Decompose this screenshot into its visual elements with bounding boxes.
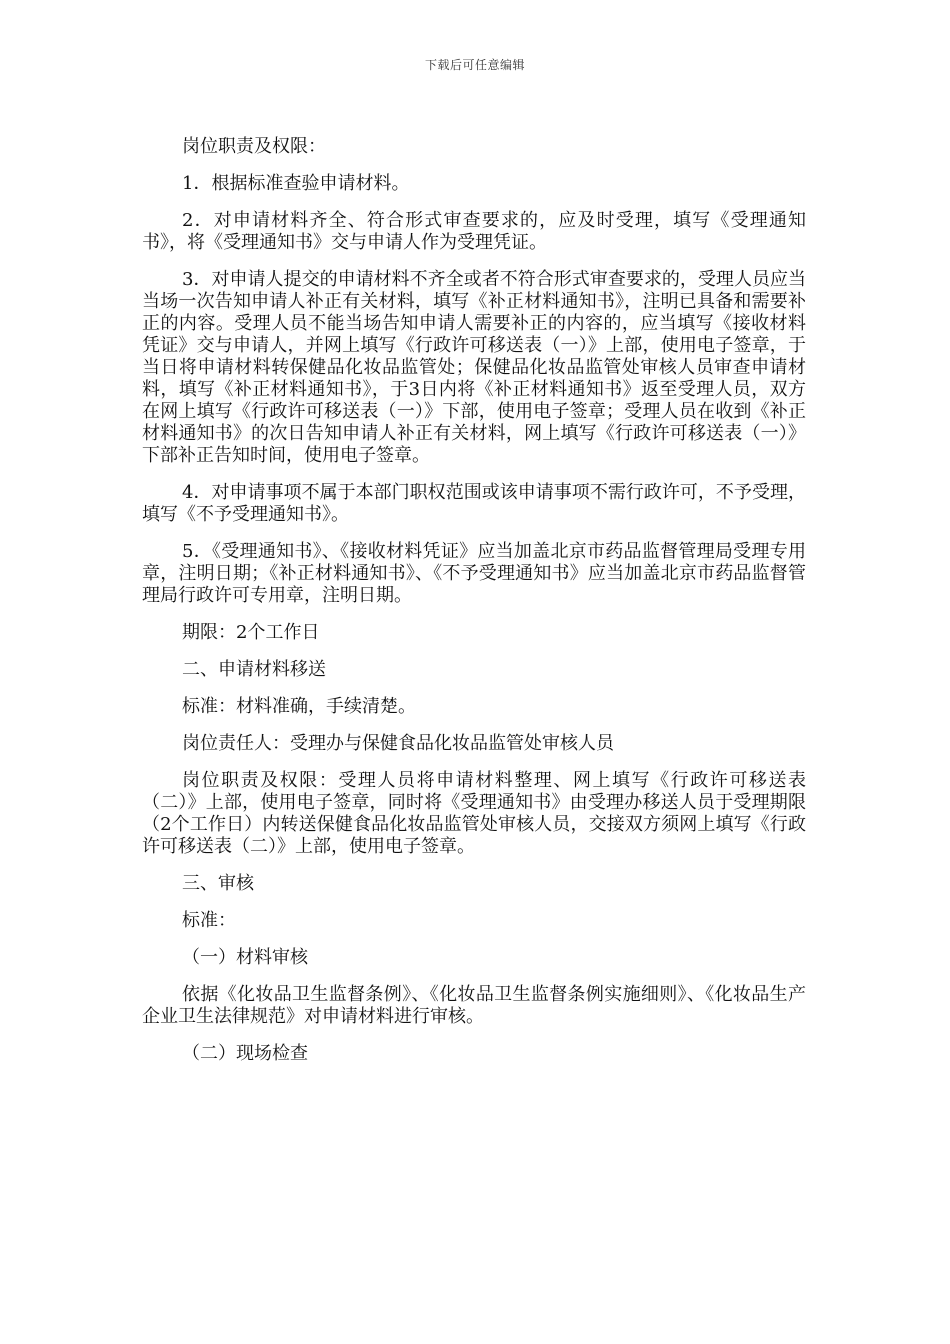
document-body: [142, 136, 806, 1080]
subheading-site-inspection: （二）现场检查: [182, 1043, 308, 1064]
paragraph-review-standard: 标准：: [182, 910, 236, 931]
subheading-material-review: （一）材料审核: [182, 947, 308, 968]
paragraph-item-3: 3．对申请人提交的申请材料不齐全或者不符合形式审查要求的，受理人员应当当场一次告知申请人补正有关材料，填写《补正材料通知书》，注明已具备和需要补正的内容。受理人员不能当场告知申请人需要补正的内容的，应当填写《接收材料凭证》交与申请人，并网上填写《行政许可移送表（一）》上部，使用电子签章，于当日将申请材料转保健品化妆品监管处；保健品化妆品监管处审核人员审查申请材料，填写《补正材料通知书》，于3日内将《补正材料通知书》返至受理人员，双方在网上填写《行政许可移送表（一）》下部，使用电子签章；受理人员在收到《补正材料通知书》的次日告知申请人补正有关材料，网上填写《行政许可移送表（一）》下部补正告知时间，使用电子签章。: [142, 269, 806, 466]
section-heading-review: 三、审核: [182, 873, 254, 894]
paragraph-transfer-duties: 岗位职责及权限：受理人员将申请材料整理、网上填写《行政许可移送表（二）》上部，使用电子签章，同时将《受理通知书》由受理办移送人员于受理期限（2个工作日）内转送保健食品化妆品监管处审核人员，交接双方须网上填写《行政许可移送表（二）》上部，使用电子签章。: [142, 770, 806, 857]
paragraph-item-2: 2．对申请材料齐全、符合形式审查要求的，应及时受理，填写《受理通知书》，将《受理通知书》交与申请人作为受理凭证。: [142, 210, 806, 253]
section-heading-transfer: 二、申请材料移送: [182, 659, 326, 680]
paragraph-standard: 标准：材料准确，手续清楚。: [182, 696, 416, 717]
paragraph-review-basis: 依据《化妆品卫生监督条例》、《化妆品卫生监督条例实施细则》、《化妆品生产企业卫生法律规范》对申请材料进行审核。: [142, 984, 806, 1027]
paragraph-item-5: 5．《受理通知书》、《接收材料凭证》应当加盖北京市药品监督管理局受理专用章，注明日期；《补正材料通知书》、《不予受理通知书》应当加盖北京市药品监督管理局行政许可专用章，注明日期。: [142, 541, 806, 606]
paragraph-item-4: 4．对申请事项不属于本部门职权范围或该申请事项不需行政许可，不予受理，填写《不予受理通知书》。: [142, 482, 806, 525]
paragraph-item-1: 1．根据标准查验申请材料。: [182, 173, 410, 194]
paragraph-responsible-person: 岗位责任人：受理办与保健食品化妆品监管处审核人员: [182, 733, 614, 754]
paragraph-deadline: 期限：2个工作日: [182, 622, 320, 643]
paragraph-duties-title: 岗位职责及权限：: [182, 136, 326, 157]
page-header-note: 下载后可任意编辑: [424, 58, 525, 72]
